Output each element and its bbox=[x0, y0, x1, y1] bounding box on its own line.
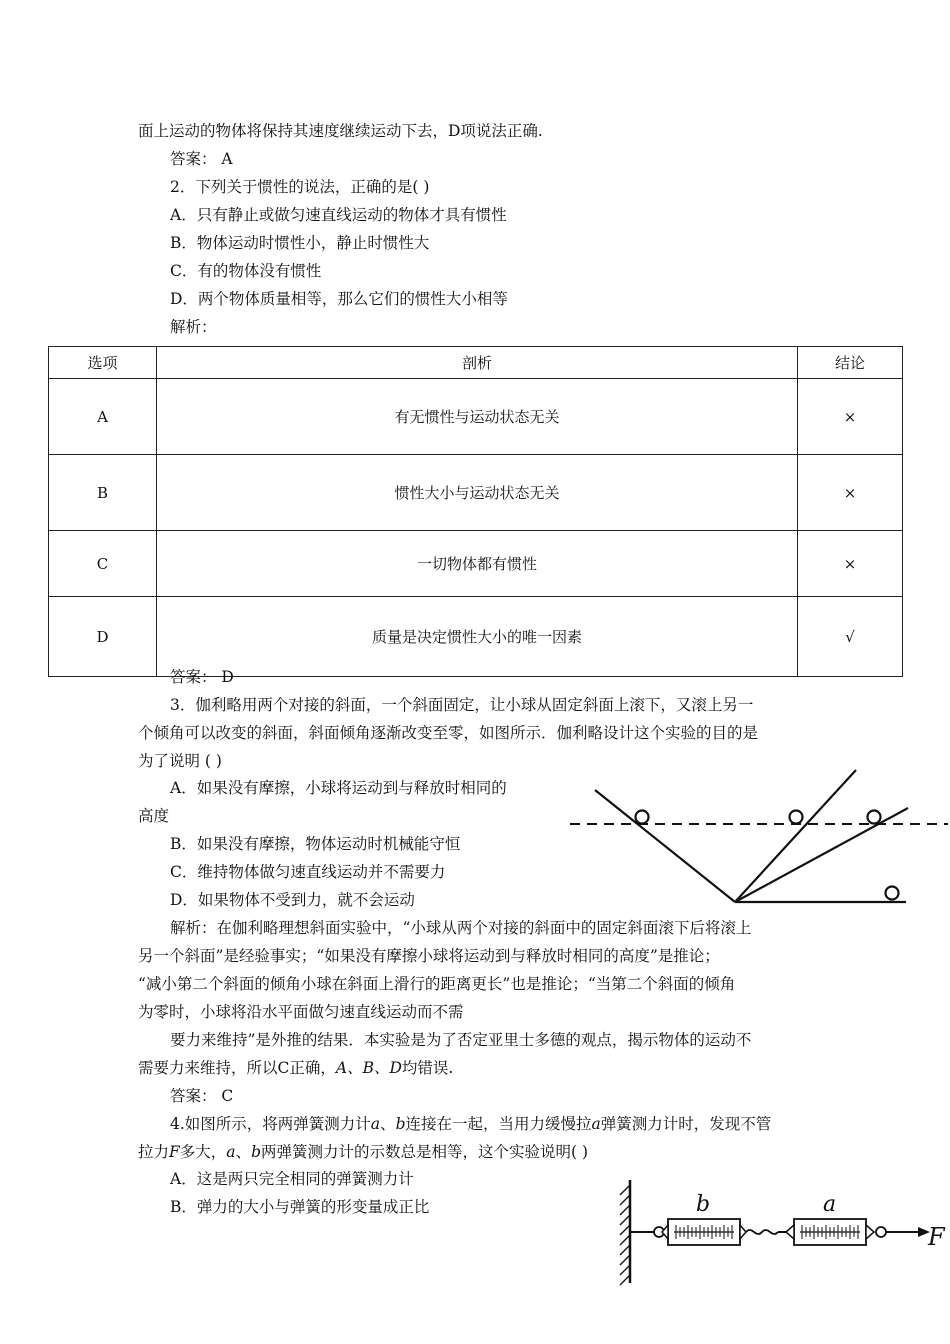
header-analysis: 剖析 bbox=[157, 347, 798, 379]
row-analysis: 有无惯性与运动状态无关 bbox=[157, 379, 798, 455]
row-result: × bbox=[798, 379, 903, 455]
var-F: F bbox=[169, 1143, 180, 1161]
q2-option-d: D．两个物体质量相等，那么它们的惯性大小相等 bbox=[170, 290, 508, 308]
question-3-line-1: 3．伽利略用两个对接的斜面，一个斜面固定，让小球从固定斜面上滚下，又滚上另一 bbox=[170, 696, 754, 714]
table-row bbox=[49, 597, 903, 677]
text-line: 面上运动的物体将保持其速度继续运动下去，D项说法正确. bbox=[138, 122, 543, 140]
q3-option-a: A．如果没有摩擦，小球将运动到与释放时相同的 bbox=[170, 779, 507, 797]
var-a: a bbox=[370, 1115, 381, 1133]
row-result: × bbox=[798, 455, 903, 531]
row-option: C bbox=[49, 531, 157, 597]
row-result: √ bbox=[798, 597, 903, 677]
q3-analysis-2: 另一个斜面”是经验事实；“如果没有摩擦小球将运动到与释放时相同的高度”是推论； bbox=[138, 947, 720, 965]
answer-3: 答案： C bbox=[170, 1087, 234, 1105]
text-span: 4.如图所示，将两弹簧测力计 bbox=[170, 1115, 371, 1133]
row-option: D bbox=[49, 597, 157, 677]
q3-analysis-1: 解析：在伽利略理想斜面实验中，“小球从两个对接的斜面中的固定斜面滚下后将滚上 bbox=[170, 919, 752, 937]
text-span: 两弹簧测力计的示数总是相等，这个实验说明( ) bbox=[261, 1143, 589, 1161]
q2-option-b: B．物体运动时惯性小，静止时惯性大 bbox=[170, 234, 430, 252]
label-F: F bbox=[928, 1223, 945, 1251]
scale-b-ticks bbox=[676, 1225, 732, 1239]
question-3-line-3: 为了说明 ( ) bbox=[138, 752, 222, 770]
q2-option-a: A．只有静止或做匀速直线运动的物体才具有惯性 bbox=[170, 206, 507, 224]
text-span: 、 bbox=[235, 1143, 252, 1161]
var-a: a bbox=[591, 1115, 601, 1133]
header-result: 结论 bbox=[798, 347, 903, 379]
hook-link bbox=[746, 1230, 778, 1234]
var-a: a bbox=[226, 1143, 236, 1161]
steep-incline bbox=[735, 770, 856, 902]
q3-option-b: B．如果没有摩擦，物体运动时机械能守恒 bbox=[170, 835, 461, 853]
row-result: × bbox=[798, 531, 903, 597]
row-option: A bbox=[49, 379, 157, 455]
answer-2: 答案： D bbox=[170, 668, 234, 686]
ball-start bbox=[636, 811, 649, 824]
table-row bbox=[49, 531, 903, 597]
q3-option-c: C．维持物体做匀速直线运动并不需要力 bbox=[170, 863, 446, 881]
text-span: 、 bbox=[380, 1115, 396, 1133]
q3-option-d: D．如果物体不受到力，就不会运动 bbox=[170, 891, 415, 909]
spring-scales-figure bbox=[618, 1175, 948, 1287]
var-b: b bbox=[251, 1143, 261, 1161]
q2-option-c: C．有的物体没有惯性 bbox=[170, 262, 322, 280]
text-span: 均错误. bbox=[401, 1059, 454, 1077]
var-b: b bbox=[395, 1115, 406, 1133]
answer-1: 答案： A bbox=[170, 150, 233, 168]
text-span: 拉力 bbox=[138, 1143, 170, 1161]
q3-analysis-3: “减小第二个斜面的倾角小球在斜面上滑行的距离更长”也是推论；“当第二个斜面的倾角 bbox=[138, 975, 736, 993]
row-analysis: 一切物体都有惯性 bbox=[157, 531, 798, 597]
q3-option-a-cont: 高度 bbox=[138, 807, 170, 825]
text-span: 连接在一起，当用力缓慢拉 bbox=[405, 1115, 592, 1133]
row-analysis: 质量是决定惯性大小的唯一因素 bbox=[157, 597, 798, 677]
fixed-incline bbox=[595, 790, 735, 902]
q3-analysis-4: 为零时，小球将沿水平面做匀速直线运动而不需 bbox=[138, 1003, 464, 1021]
text-span: 需要力来维持，所以C正确， bbox=[138, 1059, 336, 1077]
inclined-plane-figure bbox=[570, 765, 948, 910]
label-a: a bbox=[823, 1192, 837, 1217]
ball-shallow bbox=[868, 811, 881, 824]
table-row bbox=[49, 379, 903, 455]
italic-options: A、B、D bbox=[335, 1059, 402, 1077]
wall-hatch bbox=[620, 1185, 630, 1285]
question-4-line-1 bbox=[170, 1113, 771, 1135]
row-option: B bbox=[49, 455, 157, 531]
question-3-line-2: 个倾角可以改变的斜面，斜面倾角逐渐改变至零，如图所示．伽利略设计这个实验的目的是 bbox=[138, 724, 759, 742]
analysis-label: 解析： bbox=[170, 318, 217, 336]
ball-horizontal bbox=[886, 887, 899, 900]
text-span: 多大， bbox=[179, 1143, 227, 1161]
row-analysis: 惯性大小与运动状态无关 bbox=[157, 455, 798, 531]
question-2: 2．下列关于惯性的说法，正确的是( ) bbox=[170, 178, 430, 196]
shallow-incline bbox=[735, 808, 908, 902]
q3-analysis-6 bbox=[138, 1057, 453, 1079]
table-row bbox=[49, 455, 903, 531]
question-4-line-2 bbox=[138, 1141, 588, 1163]
q4-option-a: A．这是两只完全相同的弹簧测力计 bbox=[170, 1170, 414, 1188]
q4-option-b: B．弹力的大小与弹簧的形变量成正比 bbox=[170, 1198, 430, 1216]
table-header-row bbox=[49, 347, 903, 379]
analysis-table bbox=[48, 346, 903, 677]
label-b: b bbox=[696, 1192, 711, 1217]
scale-a-ticks bbox=[802, 1225, 858, 1239]
header-option: 选项 bbox=[49, 347, 157, 379]
q3-analysis-5: 要力来维持”是外推的结果．本实验是为了否定亚里士多德的观点，揭示物体的运动不 bbox=[170, 1031, 752, 1049]
text-span: 弹簧测力计时，发现不管 bbox=[600, 1115, 772, 1133]
ball-steep bbox=[790, 811, 803, 824]
ring-right bbox=[876, 1227, 886, 1237]
